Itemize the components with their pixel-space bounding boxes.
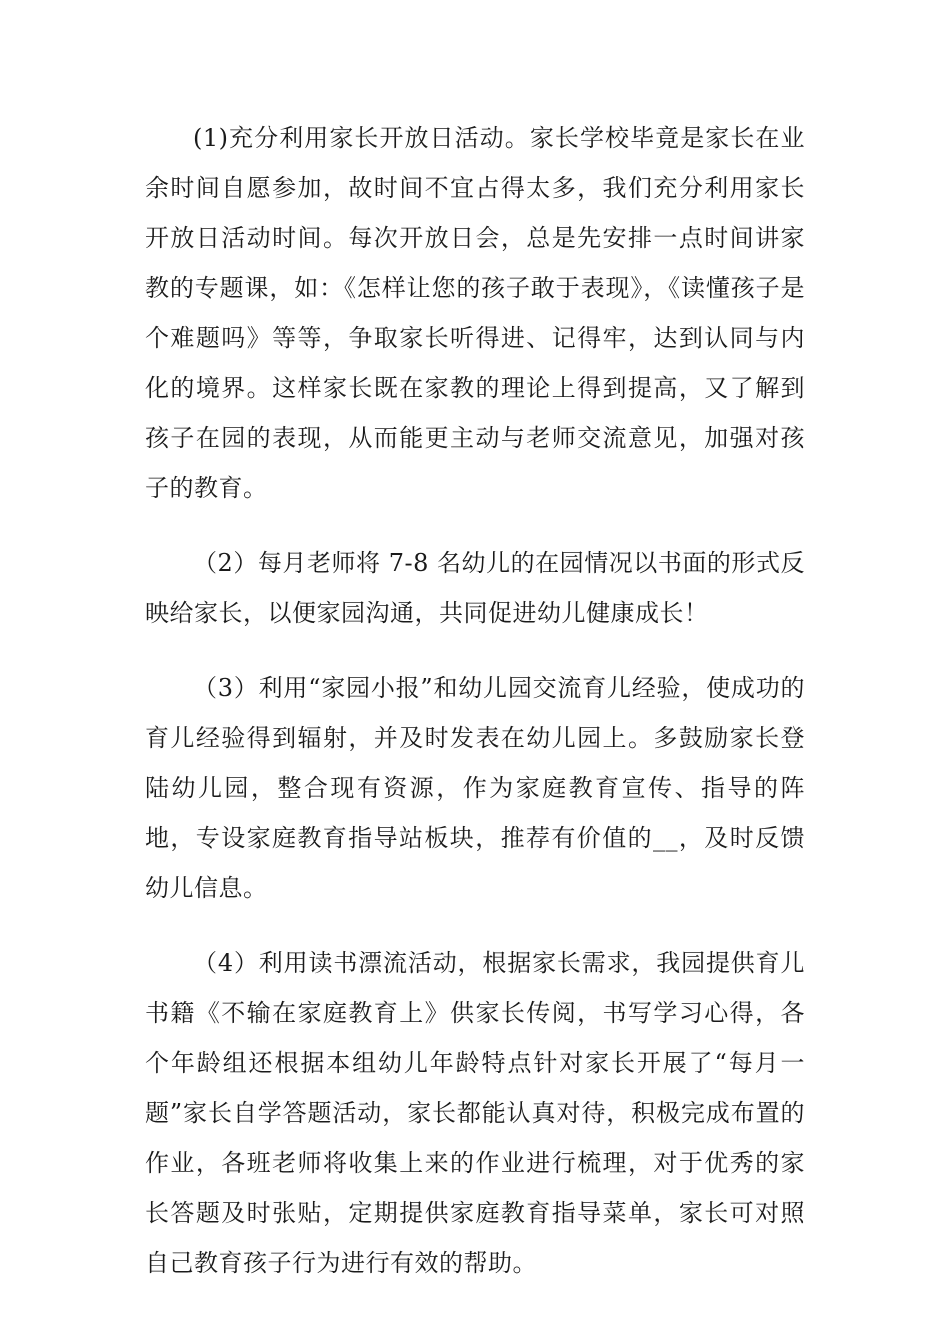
paragraph-4: （4）利用读书漂流活动，根据家长需求，我园提供育儿书籍《不输在家庭教育上》供家长传阅，书写学习心得，各个年龄组还根据本组幼儿年龄特点针对家长开展了“每月一题”家长自学答题活动，家长都能认真对待，积极完成布置的作业，各班老师将收集上来的作业进行梳理，对于优秀的家长答题及时张贴，定期提供家庭教育指导菜单，家长可对照自己教育孩子行为进行有效的帮助。	[145, 949, 805, 1277]
paragraph-3: （3）利用“家园小报”和幼儿园交流育儿经验，使成功的育儿经验得到辐射，并及时发表在幼儿园上。多鼓励家长登陆幼儿园，整合现有资源，作为家庭教育宣传、指导的阵地，专设家庭教育指导站板块，推荐有价值的__，及时反馈幼儿信息。	[145, 674, 805, 902]
document-body	[145, 113, 805, 1288]
paragraph-2: （2）每月老师将 7-8 名幼儿的在园情况以书面的形式反映给家长，以便家园沟通，共同促进幼儿健康成长！	[145, 549, 805, 627]
paragraph-1: (1)充分利用家长开放日活动。家长学校毕竟是家长在业余时间自愿参加，故时间不宜占得太多，我们充分利用家长开放日活动时间。每次开放日会，总是先安排一点时间讲家教的专题课，如：《怎样让您的孩子敢于表现》，《读懂孩子是个难题吗》等等，争取家长听得进、记得牢，达到认同与内化的境界。这样家长既在家教的理论上得到提高，又了解到孩子在园的表现，从而能更主动与老师交流意见，加强对孩子的教育。	[145, 124, 805, 502]
